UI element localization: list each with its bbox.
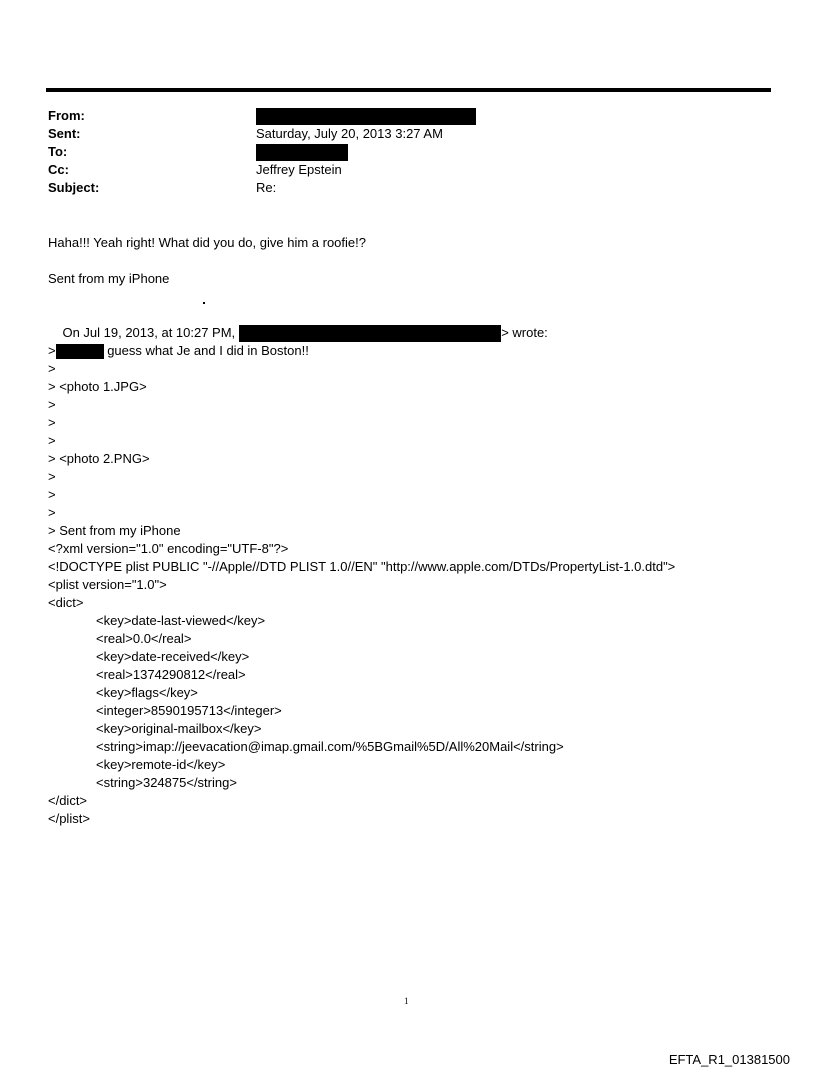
- subject-row: [48, 179, 768, 197]
- plist-inner-line: <key>original-mailbox</key>: [96, 721, 262, 736]
- email-header: [48, 107, 768, 197]
- plist-line: <plist version="1.0">: [48, 577, 167, 592]
- quoted-line: >: [48, 469, 56, 484]
- quote-intro-suffix: > wrote:: [501, 325, 548, 340]
- plist-line: <dict>: [48, 595, 84, 610]
- bates-number: EFTA_R1_01381500: [668, 1052, 790, 1067]
- plist-inner-line: <integer>8590195713</integer>: [96, 703, 282, 718]
- quoted-line: >: [48, 505, 56, 520]
- quoted-line: > <photo 2.PNG>: [48, 451, 150, 466]
- plist-close-line: </dict>: [48, 793, 88, 808]
- from-value: [256, 107, 476, 125]
- plist-inner-line: <string>imap://jeevacation@imap.gmail.com/%5BGmail%5D/All%20Mail</string>: [96, 739, 564, 754]
- quoted-first-line: [48, 342, 788, 360]
- redaction-box: [256, 144, 348, 161]
- plist-close-line: </plist>: [48, 811, 90, 826]
- quoted-line: > <photo 1.JPG>: [48, 379, 147, 394]
- cc-row: [48, 161, 768, 179]
- quote-intro-prefix: On Jul 19, 2013, at 10:27 PM,: [62, 325, 236, 340]
- plist-inner-line: <string>324875</string>: [96, 775, 237, 790]
- cc-value: Jeffrey Epstein: [256, 162, 342, 177]
- quoted-line: > Sent from my iPhone: [48, 523, 181, 538]
- to-value: [256, 143, 348, 161]
- page-number: 1: [404, 996, 409, 1006]
- header-rule: [46, 88, 771, 92]
- cc-label: Cc:: [48, 162, 69, 177]
- redaction-box: [256, 108, 476, 125]
- quoted-line: >: [48, 397, 56, 412]
- from-label: From:: [48, 108, 85, 123]
- plist-inner-line: <key>flags</key>: [96, 685, 198, 700]
- subject-value: Re:: [256, 180, 277, 195]
- plist-inner-line: <key>date-received</key>: [96, 649, 250, 664]
- stray-mark: [203, 302, 205, 304]
- quoted-first-text: guess what Je and I did in Boston!!: [103, 343, 309, 358]
- subject-label: Subject:: [48, 180, 100, 195]
- reply-text: Haha!!! Yeah right! What did you do, give him a roofie!?: [48, 235, 366, 250]
- quoted-line: >: [48, 433, 56, 448]
- to-row: [48, 143, 768, 161]
- sent-value: Saturday, July 20, 2013 3:27 AM: [256, 126, 443, 141]
- plist-inner-line: <key>date-last-viewed</key>: [96, 613, 266, 628]
- quote-intro: [48, 306, 788, 340]
- quoted-line: >: [48, 487, 56, 502]
- email-body: [48, 234, 788, 828]
- redaction-box: [56, 344, 104, 359]
- plist-line: <?xml version="1.0" encoding="UTF-8"?>: [48, 541, 289, 556]
- from-row: [48, 107, 768, 125]
- plist-line: <!DOCTYPE plist PUBLIC "-//Apple//DTD PLIST 1.0//EN" "http://www.apple.com/DTDs/PropertyList-1.0.dtd">: [48, 559, 676, 574]
- to-label: To:: [48, 144, 68, 159]
- sent-row: [48, 125, 768, 143]
- quote-marker: >: [48, 343, 56, 358]
- redaction-box: [239, 325, 501, 342]
- quoted-line: >: [48, 361, 56, 376]
- plist-inner-line: <key>remote-id</key>: [96, 757, 226, 772]
- quoted-line: >: [48, 415, 56, 430]
- sent-label: Sent:: [48, 126, 81, 141]
- signature: Sent from my iPhone: [48, 271, 170, 286]
- plist-inner-line: <real>0.0</real>: [96, 631, 192, 646]
- plist-inner-line: <real>1374290812</real>: [96, 667, 246, 682]
